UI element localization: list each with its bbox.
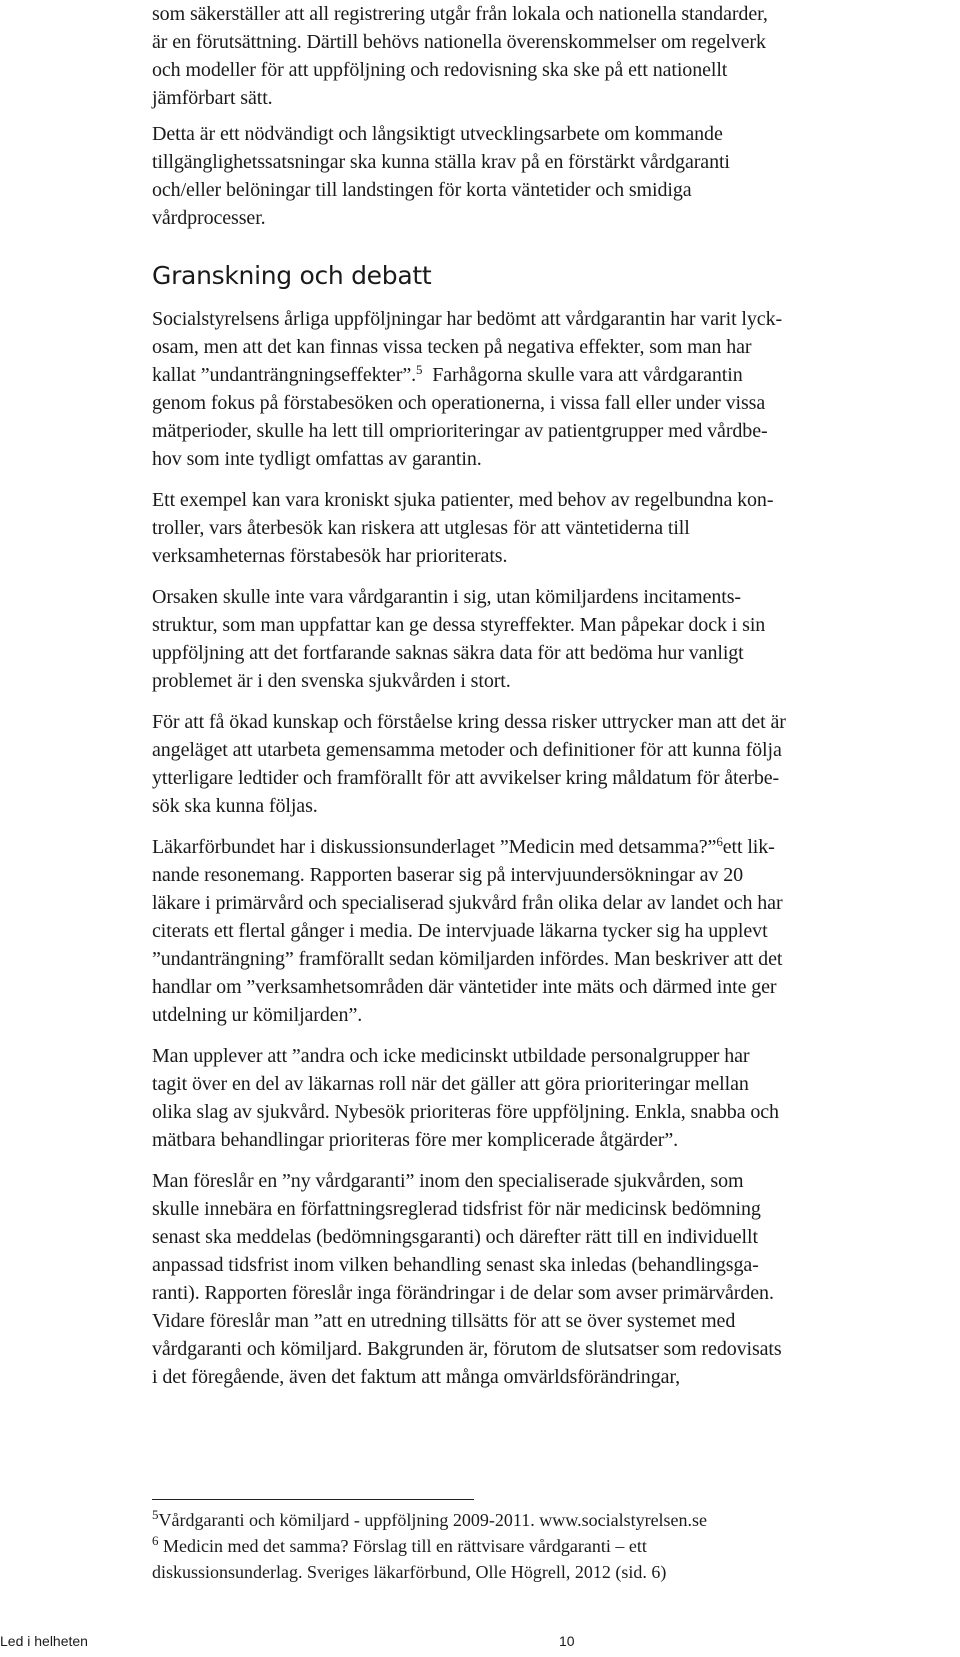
text-line: tagit över en del av läkarnas roll när det gäller att göra prioriteringar mellan <box>152 1073 749 1095</box>
paragraph-cause <box>152 583 942 695</box>
page-number: 10 <box>559 1633 575 1649</box>
section-heading: Granskning och debatt <box>152 261 432 290</box>
text-line: Ett exempel kan vara kroniskt sjuka patienter, med behov av regelbundna kon- <box>152 489 774 511</box>
text-line: Detta är ett nödvändigt och långsiktigt utvecklingsarbete om kommande <box>152 123 723 145</box>
text-line: Socialstyrelsens årliga uppföljningar har bedömt att vårdgarantin har varit lyck- <box>152 308 783 330</box>
text-line: verksamheternas förstabesök har prioriterats. <box>152 545 508 567</box>
text-line: osam, men att det kan finnas vissa tecken på negativa effekter, som man har <box>152 336 752 358</box>
footnote-6-continued <box>152 1559 942 1585</box>
text-line: genom fokus på förstabesöken och operationerna, i vissa fall eller under vissa <box>152 392 766 414</box>
text-line: troller, vars återbesök kan riskera att utglesas för att väntetiderna till <box>152 517 690 539</box>
text-line: uppföljning att det fortfarande saknas säkra data för att bedöma hur vanligt <box>152 642 744 664</box>
text-line <box>152 361 942 389</box>
paragraph-development-work <box>152 120 942 232</box>
text-line: är en förutsättning. Därtill behövs nationella överenskommelser om regelverk <box>152 31 766 53</box>
text-fragment: kallat ”undanträngningseffekter”. <box>152 364 416 386</box>
footnote-5 <box>152 1507 942 1533</box>
text-line: tillgänglighetssatsningar ska kunna ställa krav på en förstärkt vårdgaranti <box>152 151 730 173</box>
footnote-6 <box>152 1533 942 1559</box>
text-line: som säkerställer att all registrering utgår från lokala och nationella standarder, <box>152 3 768 25</box>
text-fragment: Farhågorna skulle vara att vårdgarantin <box>422 364 743 386</box>
text-line: utdelning ur kömiljarden”. <box>152 1004 363 1026</box>
text-line: vårdprocesser. <box>152 207 266 229</box>
paragraph-knowledge <box>152 708 942 820</box>
text-line: ”undanträngning” framförallt sedan kömiljarden infördes. Man beskriver att det <box>152 948 783 970</box>
text-line: För att få ökad kunskap och förståelse kring dessa risker uttrycker man att det är <box>152 711 786 733</box>
text-line: handlar om ”verksamhetsområden där väntetider inte mäts och därmed inte ger <box>152 976 777 998</box>
text-line: olika slag av sjukvård. Nybesök prioriteras före uppföljning. Enkla, snabba och <box>152 1101 779 1123</box>
text-line: Vidare föreslår man ”att en utredning tillsätts för att se över systemet med <box>152 1310 736 1332</box>
text-line: mätbara behandlingar prioriteras före mer komplicerade åtgärder”. <box>152 1129 679 1151</box>
text-line: och/eller belöningar till landstingen för korta väntetider och smidiga <box>152 179 692 201</box>
footnote-text: diskussionsunderlag. Sveriges läkarförbund, Olle Högrell, 2012 (sid. 6) <box>152 1562 667 1582</box>
text-line: hov som inte tydligt omfattas av garantin. <box>152 448 482 470</box>
paragraph-chronic-example <box>152 486 942 570</box>
paragraph-lakarforbundet <box>152 833 942 1029</box>
text-line: mätperioder, skulle ha lett till omprioriteringar av patientgrupper med vårdbe- <box>152 420 768 442</box>
text-line: problemet är i den svenska sjukvården i stort. <box>152 670 511 692</box>
footnotes <box>152 1507 942 1585</box>
text-fragment: ett lik- <box>722 836 775 858</box>
text-line: anpassad tidsfrist inom vilken behandling senast ska inledas (behandlingsga- <box>152 1254 759 1276</box>
text-line: citerats ett flertal gånger i media. De intervjuade läkarna tycker sig ha upplevt <box>152 920 768 942</box>
text-fragment: Läkarförbundet har i diskussionsunderlaget ”Medicin med detsamma?” <box>152 836 717 858</box>
text-line: jämförbart sätt. <box>152 87 273 109</box>
footnote-ref-5[interactable]: 5 <box>416 362 423 377</box>
text-line: och modeller för att uppföljning och redovisning ska ske på ett nationellt <box>152 59 728 81</box>
footnote-ref-6[interactable]: 6 <box>716 834 723 849</box>
paragraph-experience <box>152 1042 942 1154</box>
text-line: ranti). Rapporten föreslår inga förändringar i de delar som avser primärvården. <box>152 1282 774 1304</box>
text-line: skulle innebära en författningsreglerad tidsfrist för när medicinsk bedömning <box>152 1198 761 1220</box>
text-line: struktur, som man uppfattar kan ge dessa styreffekter. Man påpekar dock i sin <box>152 614 766 636</box>
footnote-number: 6 <box>152 1533 159 1548</box>
text-line: Man upplever att ”andra och icke medicinskt utbildade personalgrupper har <box>152 1045 750 1067</box>
footer-title: Led i helheten <box>0 1633 88 1649</box>
paragraph-socialstyrelsen <box>152 305 942 473</box>
footnote-text: Medicin med det samma? Förslag till en rättvisare vårdgaranti – ett <box>158 1536 647 1556</box>
text-line: läkare i primärvård och specialiserad sjukvård från olika delar av landet och har <box>152 892 783 914</box>
text-line: senast ska meddelas (bedömningsgaranti) och därefter rätt till en individuellt <box>152 1226 758 1248</box>
text-line: ytterligare ledtider och framförallt för att avvikelser kring måldatum för återbe- <box>152 767 780 789</box>
footnote-text: Vårdgaranti och kömiljard - uppföljning 2009-2011. www.socialstyrelsen.se <box>158 1510 708 1530</box>
footnote-number: 5 <box>152 1507 159 1522</box>
text-line: vårdgaranti och kömiljard. Bakgrunden är, förutom de slutsatser som redovisats <box>152 1338 782 1360</box>
paragraph-intro-continued <box>152 0 942 112</box>
paragraph-proposal <box>152 1167 942 1391</box>
text-line: sök ska kunna följas. <box>152 795 318 817</box>
footnote-separator <box>152 1499 474 1500</box>
text-line: angeläget att utarbeta gemensamma metoder och definitioner för att kunna följa <box>152 739 782 761</box>
body-text <box>152 0 942 1391</box>
text-line: Man föreslår en ”ny vårdgaranti” inom den specialiserade sjukvården, som <box>152 1170 744 1192</box>
text-line: nande resonemang. Rapporten baserar sig på intervjuundersökningar av 20 <box>152 864 744 886</box>
text-line: i det föregående, även det faktum att många omvärldsförändringar, <box>152 1366 681 1388</box>
text-line: Orsaken skulle inte vara vårdgarantin i sig, utan kömiljardens incitaments- <box>152 586 741 608</box>
text-line <box>152 833 942 861</box>
